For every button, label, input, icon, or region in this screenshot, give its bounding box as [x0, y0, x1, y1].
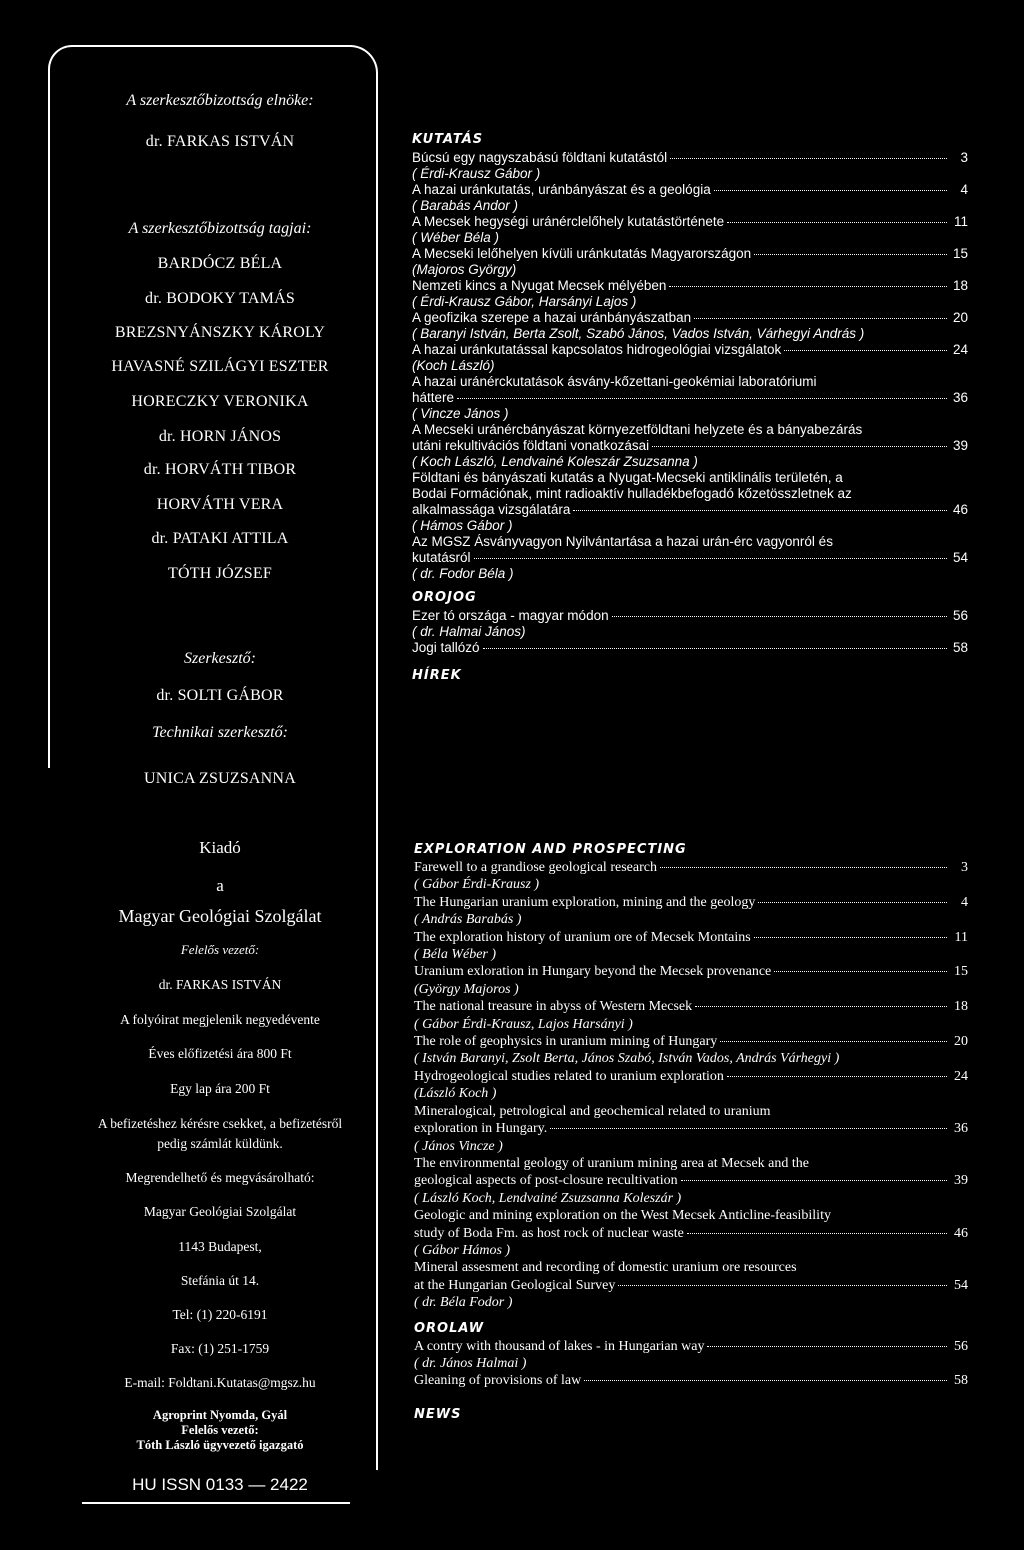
toc-entry-title-line: Földtani és bányászati kutatás a Nyugat-Mecseki antiklinális területén, a	[412, 470, 843, 485]
toc-leader-dots	[694, 318, 947, 319]
board-member: BARDÓCZ BÉLA	[157, 255, 283, 272]
toc-entry[interactable]	[414, 1068, 968, 1085]
toc-entry-title-line: Bodai Formációnak, mint radioaktív hulladékbefogadó kőzetösszletnek az	[412, 486, 852, 501]
toc-entry-title: A contry with thousand of lakes - in Hungarian way	[414, 1338, 705, 1354]
frame-left-line	[48, 68, 50, 768]
toc-page-number: 56	[954, 1338, 968, 1354]
toc-leader-dots	[681, 1180, 947, 1181]
toc-page-number: 3	[961, 860, 968, 875]
toc-authors: ( Érdi-Krausz Gábor )	[412, 166, 541, 181]
contact-email[interactable]: E-mail: Foldtani.Kutatas@mgsz.hu	[124, 1375, 316, 1390]
toc-hu-section-hirek: HÍREK	[412, 668, 462, 683]
spacer	[412, 582, 968, 590]
board-member: dr. HORN JÁNOS	[158, 428, 282, 445]
toc-entry[interactable]	[414, 1225, 968, 1242]
toc-page-number: 58	[952, 640, 968, 655]
spacer	[414, 1312, 968, 1320]
toc-authors: ( Gábor Érdi-Krausz, Lajos Harsányi )	[414, 1016, 633, 1032]
publisher-a: a	[216, 876, 224, 895]
toc-entry-title: The exploration history of uranium ore of Mecsek Montains	[414, 929, 751, 945]
toc-authors: (Koch László)	[412, 358, 495, 373]
toc-page-number: 24	[954, 1068, 968, 1084]
toc-leader-dots	[457, 398, 947, 399]
toc-authors: (Majoros György)	[412, 262, 517, 277]
toc-entry-title-line: A Mecseki uránércbányászat környezetföldtani helyzete és a bányabezárás	[412, 422, 863, 437]
spacer	[412, 656, 968, 668]
toc-entry[interactable]	[414, 1277, 968, 1294]
toc-authors: ( István Baranyi, Zsolt Berta, János Szabó, István Vados, András Várhegyi )	[414, 1051, 840, 1067]
toc-entry-title: Jogi tallózó	[412, 640, 480, 655]
toc-entry-title: Nemzeti kincs a Nyugat Mecsek mélyében	[412, 278, 667, 293]
toc-entry-title: The role of geophysics in uranium mining of Hungary	[414, 1034, 718, 1050]
publisher-payment: A befizetéshez kérésre csekket, a befizetésről pedig számlát küldünk.	[97, 1116, 343, 1151]
toc-leader-dots	[754, 254, 947, 255]
toc-entry-title-line: Geologic and mining exploration on the West Mecsek Anticline-feasibility	[414, 1208, 831, 1224]
toc-entry-title-line: Az MGSZ Ásványvagyon Nyilvántartása a hazai urán-érc vagyonról és	[412, 534, 833, 549]
toc-entry-title: A geofizika szerepe a hazai uránbányászatban	[412, 310, 692, 325]
toc-entry-title: geological aspects of post-closure recultivation	[414, 1173, 678, 1189]
toc-entry-title: exploration in Hungary.	[414, 1121, 548, 1137]
toc-page-number: 46	[952, 502, 968, 517]
toc-leader-dots	[618, 1285, 947, 1286]
toc-entry-title-line: The environmental geology of uranium mining area at Mecsek and the	[414, 1155, 809, 1171]
toc-entry-title: The Hungarian uranium exploration, mining and the geology	[414, 894, 756, 910]
toc-entry-title: Búcsú egy nagyszabású földtani kutatástól	[412, 150, 668, 165]
toc-page-number: 11	[954, 929, 968, 945]
toc-entry[interactable]	[412, 278, 968, 294]
toc-entry[interactable]	[412, 390, 968, 406]
toc-entry[interactable]	[414, 998, 968, 1015]
toc-leader-dots	[584, 1380, 947, 1381]
toc-page-number: 36	[954, 1121, 968, 1137]
toc-leader-dots	[754, 937, 947, 938]
toc-page-number: 11	[953, 214, 968, 229]
publisher-single-price: Egy lap ára 200 Ft	[170, 1081, 270, 1096]
frame-bottom-line	[82, 1502, 350, 1504]
toc-leader-dots	[573, 510, 947, 511]
toc-hu-section-kutatas: KUTATÁS	[412, 132, 484, 147]
toc-page-number: 15	[954, 964, 968, 980]
publisher-frequency: A folyóirat megjelenik negyedévente	[120, 1012, 320, 1027]
toc-entry[interactable]	[414, 894, 968, 911]
frame-top-line	[72, 45, 352, 47]
frame-corner-top-left	[48, 45, 72, 69]
toc-authors: ( dr. János Halmai )	[414, 1355, 527, 1371]
address-street: Stefánia út 14.	[180, 1273, 260, 1288]
toc-entry-title-line: Mineral assesment and recording of domestic uranium ore resources	[414, 1260, 797, 1276]
toc-entry-title: study of Boda Fm. as host rock of nuclear waste	[414, 1225, 684, 1241]
publisher-order: Megrendelhető és megvásárolható:	[125, 1170, 315, 1185]
toc-entry-title-line: Mineralogical, petrological and geochemical related to uranium	[414, 1103, 771, 1119]
address-city: 1143 Budapest,	[178, 1239, 262, 1254]
toc-page-number: 54	[954, 1277, 968, 1293]
board-member: dr. HORVÁTH TIBOR	[143, 461, 297, 478]
toc-entry[interactable]	[414, 929, 968, 946]
toc-english	[414, 841, 968, 1424]
toc-entry-title: A Mecseki lelőhelyen kívüli uránkutatás Magyarországon	[412, 246, 752, 261]
tech-editor-name: UNICA ZSUZSANNA	[144, 770, 296, 787]
toc-authors: ( dr. Halmai János)	[412, 624, 526, 639]
toc-page-number: 4	[960, 182, 968, 197]
toc-entry-title: Farewell to a grandiose geological research	[414, 860, 657, 875]
toc-entry-title: A Mecsek hegységi uránérclelőhely kutatástörténete	[412, 214, 725, 229]
toc-entry-title: háttere	[412, 390, 455, 405]
toc-en-section-orolaw: OROLAW	[414, 1320, 485, 1336]
toc-entry[interactable]	[412, 246, 968, 262]
editor-name: dr. SOLTI GÁBOR	[156, 687, 284, 704]
toc-leader-dots	[669, 286, 947, 287]
toc-leader-dots	[483, 648, 947, 649]
toc-entry[interactable]	[412, 502, 968, 518]
toc-authors: ( Koch László, Lendvainé Koleszár Zsuzsanna )	[412, 454, 698, 469]
toc-entry-title: kutatásról	[412, 550, 471, 565]
toc-authors: ( dr. Béla Fodor )	[414, 1295, 513, 1311]
toc-entry[interactable]	[412, 182, 968, 198]
toc-entry-title: A hazai uránkutatással kapcsolatos hidrogeológiai vizsgálatok	[412, 342, 782, 357]
toc-leader-dots	[707, 1346, 947, 1347]
toc-entry-title: Uranium exloration in Hungary beyond the Mecsek provenance	[414, 964, 772, 980]
publisher-resp-name: dr. FARKAS ISTVÁN	[158, 977, 282, 992]
toc-leader-dots	[727, 1076, 947, 1077]
toc-entry-title: Hydrogeological studies related to uranium exploration	[414, 1068, 724, 1084]
publisher-kiado: Kiadó	[199, 838, 241, 857]
toc-leader-dots	[695, 1006, 947, 1007]
toc-page-number: 20	[954, 1034, 968, 1050]
toc-entry[interactable]	[414, 859, 968, 876]
board-chair-label: A szerkesztőbizottság elnöke:	[126, 92, 314, 109]
toc-hungarian	[412, 132, 968, 686]
toc-page-number: 56	[952, 608, 968, 623]
toc-authors: ( András Barabás )	[414, 912, 522, 928]
toc-en-section-news: NEWS	[414, 1406, 462, 1422]
toc-entry[interactable]	[414, 963, 968, 980]
toc-page-number: 24	[952, 342, 968, 357]
toc-leader-dots	[652, 446, 947, 447]
board-member: dr. PATAKI ATTILA	[151, 530, 289, 547]
toc-entry[interactable]	[412, 214, 968, 230]
publisher-resp-label: Felelős vezető:	[180, 942, 260, 957]
toc-page-number: 54	[952, 550, 968, 565]
toc-authors: ( Érdi-Krausz Gábor, Harsányi Lajos )	[412, 294, 637, 309]
toc-authors: ( Barabás Andor )	[412, 198, 519, 213]
toc-leader-dots	[784, 350, 947, 351]
toc-leader-dots	[758, 902, 947, 903]
toc-entry-title: The national treasure in abyss of Western Mecsek	[414, 999, 693, 1015]
contact-tel: Tel: (1) 220-6191	[172, 1307, 268, 1322]
toc-leader-dots	[474, 558, 947, 559]
publisher-org: Magyar Geológiai Szolgálat	[118, 906, 322, 926]
printer-info: Agroprint Nyomda, Gyál Felelős vezető: Tóth László ügyvezető igazgató	[136, 1408, 304, 1452]
toc-entry[interactable]	[412, 150, 968, 166]
board-member: TÓTH JÓZSEF	[168, 565, 272, 582]
toc-entry-title: Ezer tó országa - magyar módon	[412, 608, 609, 623]
board-member: HORECZKY VERONIKA	[131, 393, 309, 410]
toc-entry[interactable]	[414, 1372, 968, 1389]
toc-page-number: 3	[960, 150, 968, 165]
toc-authors: ( Baranyi István, Berta Zsolt, Szabó János, Vados István, Várhegyi András )	[412, 326, 865, 341]
toc-entry[interactable]	[412, 438, 968, 454]
toc-entry[interactable]	[414, 1172, 968, 1189]
board-members-label: A szerkesztőbizottság tagjai:	[128, 220, 312, 237]
board-member: HORVÁTH VERA	[156, 496, 284, 513]
board-chair-name: dr. FARKAS ISTVÁN	[145, 133, 295, 150]
frame-corner-top-right	[350, 45, 378, 91]
toc-authors: ( Gábor Érdi-Krausz )	[414, 877, 540, 893]
toc-en-section-exploration: EXPLORATION AND PROSPECTING	[414, 842, 687, 857]
toc-page-number: 39	[954, 1173, 968, 1189]
board-member: dr. BODOKY TAMÁS	[145, 290, 295, 307]
board-member: HAVASNÉ SZILÁGYI ESZTER	[111, 358, 329, 375]
board-member: BREZSNYÁNSZKY KÁROLY	[114, 324, 326, 341]
toc-entry[interactable]	[412, 342, 968, 358]
toc-entry-title-line: A hazai uránérckutatások ásvány-kőzettani-geokémiai laboratóriumi	[412, 374, 817, 389]
toc-entry[interactable]	[412, 608, 968, 624]
toc-leader-dots	[687, 1233, 947, 1234]
toc-authors: ( dr. Fodor Béla )	[412, 566, 514, 581]
toc-leader-dots	[660, 867, 947, 868]
toc-entry[interactable]	[412, 310, 968, 326]
toc-page-number: 4	[961, 894, 968, 910]
toc-entry[interactable]	[414, 1033, 968, 1050]
toc-page-number: 20	[952, 310, 968, 325]
spacer	[414, 1390, 968, 1406]
toc-leader-dots	[720, 1041, 947, 1042]
toc-page-number: 18	[954, 999, 968, 1015]
toc-entry-title: Gleaning of provisions of law	[414, 1373, 582, 1389]
toc-hu-section-orojog: OROJOG	[412, 590, 477, 605]
contact-fax: Fax: (1) 251-1759	[170, 1341, 270, 1356]
toc-page-number: 46	[954, 1225, 968, 1241]
toc-authors: ( Béla Wéber )	[414, 947, 497, 963]
toc-entry[interactable]	[412, 550, 968, 566]
toc-authors: ( Vincze János )	[412, 406, 509, 421]
toc-leader-dots	[670, 158, 947, 159]
toc-leader-dots	[612, 616, 947, 617]
publisher-annual-price: Éves előfizetési ára 800 Ft	[148, 1046, 292, 1061]
toc-authors: ( Wéber Béla )	[412, 230, 500, 245]
tech-editor-label: Technikai szerkesztő:	[152, 724, 288, 741]
address-org: Magyar Geológiai Szolgálat	[143, 1204, 297, 1219]
toc-page-number: 39	[952, 438, 968, 453]
toc-entry[interactable]	[412, 640, 968, 656]
toc-leader-dots	[550, 1128, 947, 1129]
toc-authors: ( László Koch, Lendvainé Zsuzsanna Koleszár )	[414, 1190, 682, 1206]
toc-page-number: 18	[952, 278, 968, 293]
issn: HU ISSN 0133 — 2422	[132, 1475, 308, 1494]
toc-entry-title: A hazai uránkutatás, uránbányászat és a geológia	[412, 182, 711, 197]
toc-entry[interactable]	[414, 1338, 968, 1355]
toc-entry-title: utáni rekultivációs földtani vonatkozásai	[412, 438, 650, 453]
toc-entry[interactable]	[414, 1120, 968, 1137]
editor-label: Szerkesztő:	[184, 650, 256, 667]
toc-leader-dots	[774, 971, 947, 972]
toc-page-number: 15	[952, 246, 968, 261]
toc-authors: (György Majoros )	[414, 981, 519, 997]
toc-leader-dots	[714, 190, 947, 191]
toc-authors: (László Koch )	[414, 1086, 497, 1102]
toc-entry-title: alkalmassága vizsgálatára	[412, 502, 571, 517]
toc-entry-title: at the Hungarian Geological Survey	[414, 1277, 616, 1293]
toc-authors: ( Gábor Hámos )	[414, 1242, 511, 1258]
toc-page-number: 36	[952, 390, 968, 405]
toc-authors: ( János Vincze )	[414, 1138, 503, 1154]
toc-page-number: 58	[954, 1373, 968, 1389]
toc-leader-dots	[727, 222, 947, 223]
toc-authors: ( Hámos Gábor )	[412, 518, 513, 533]
